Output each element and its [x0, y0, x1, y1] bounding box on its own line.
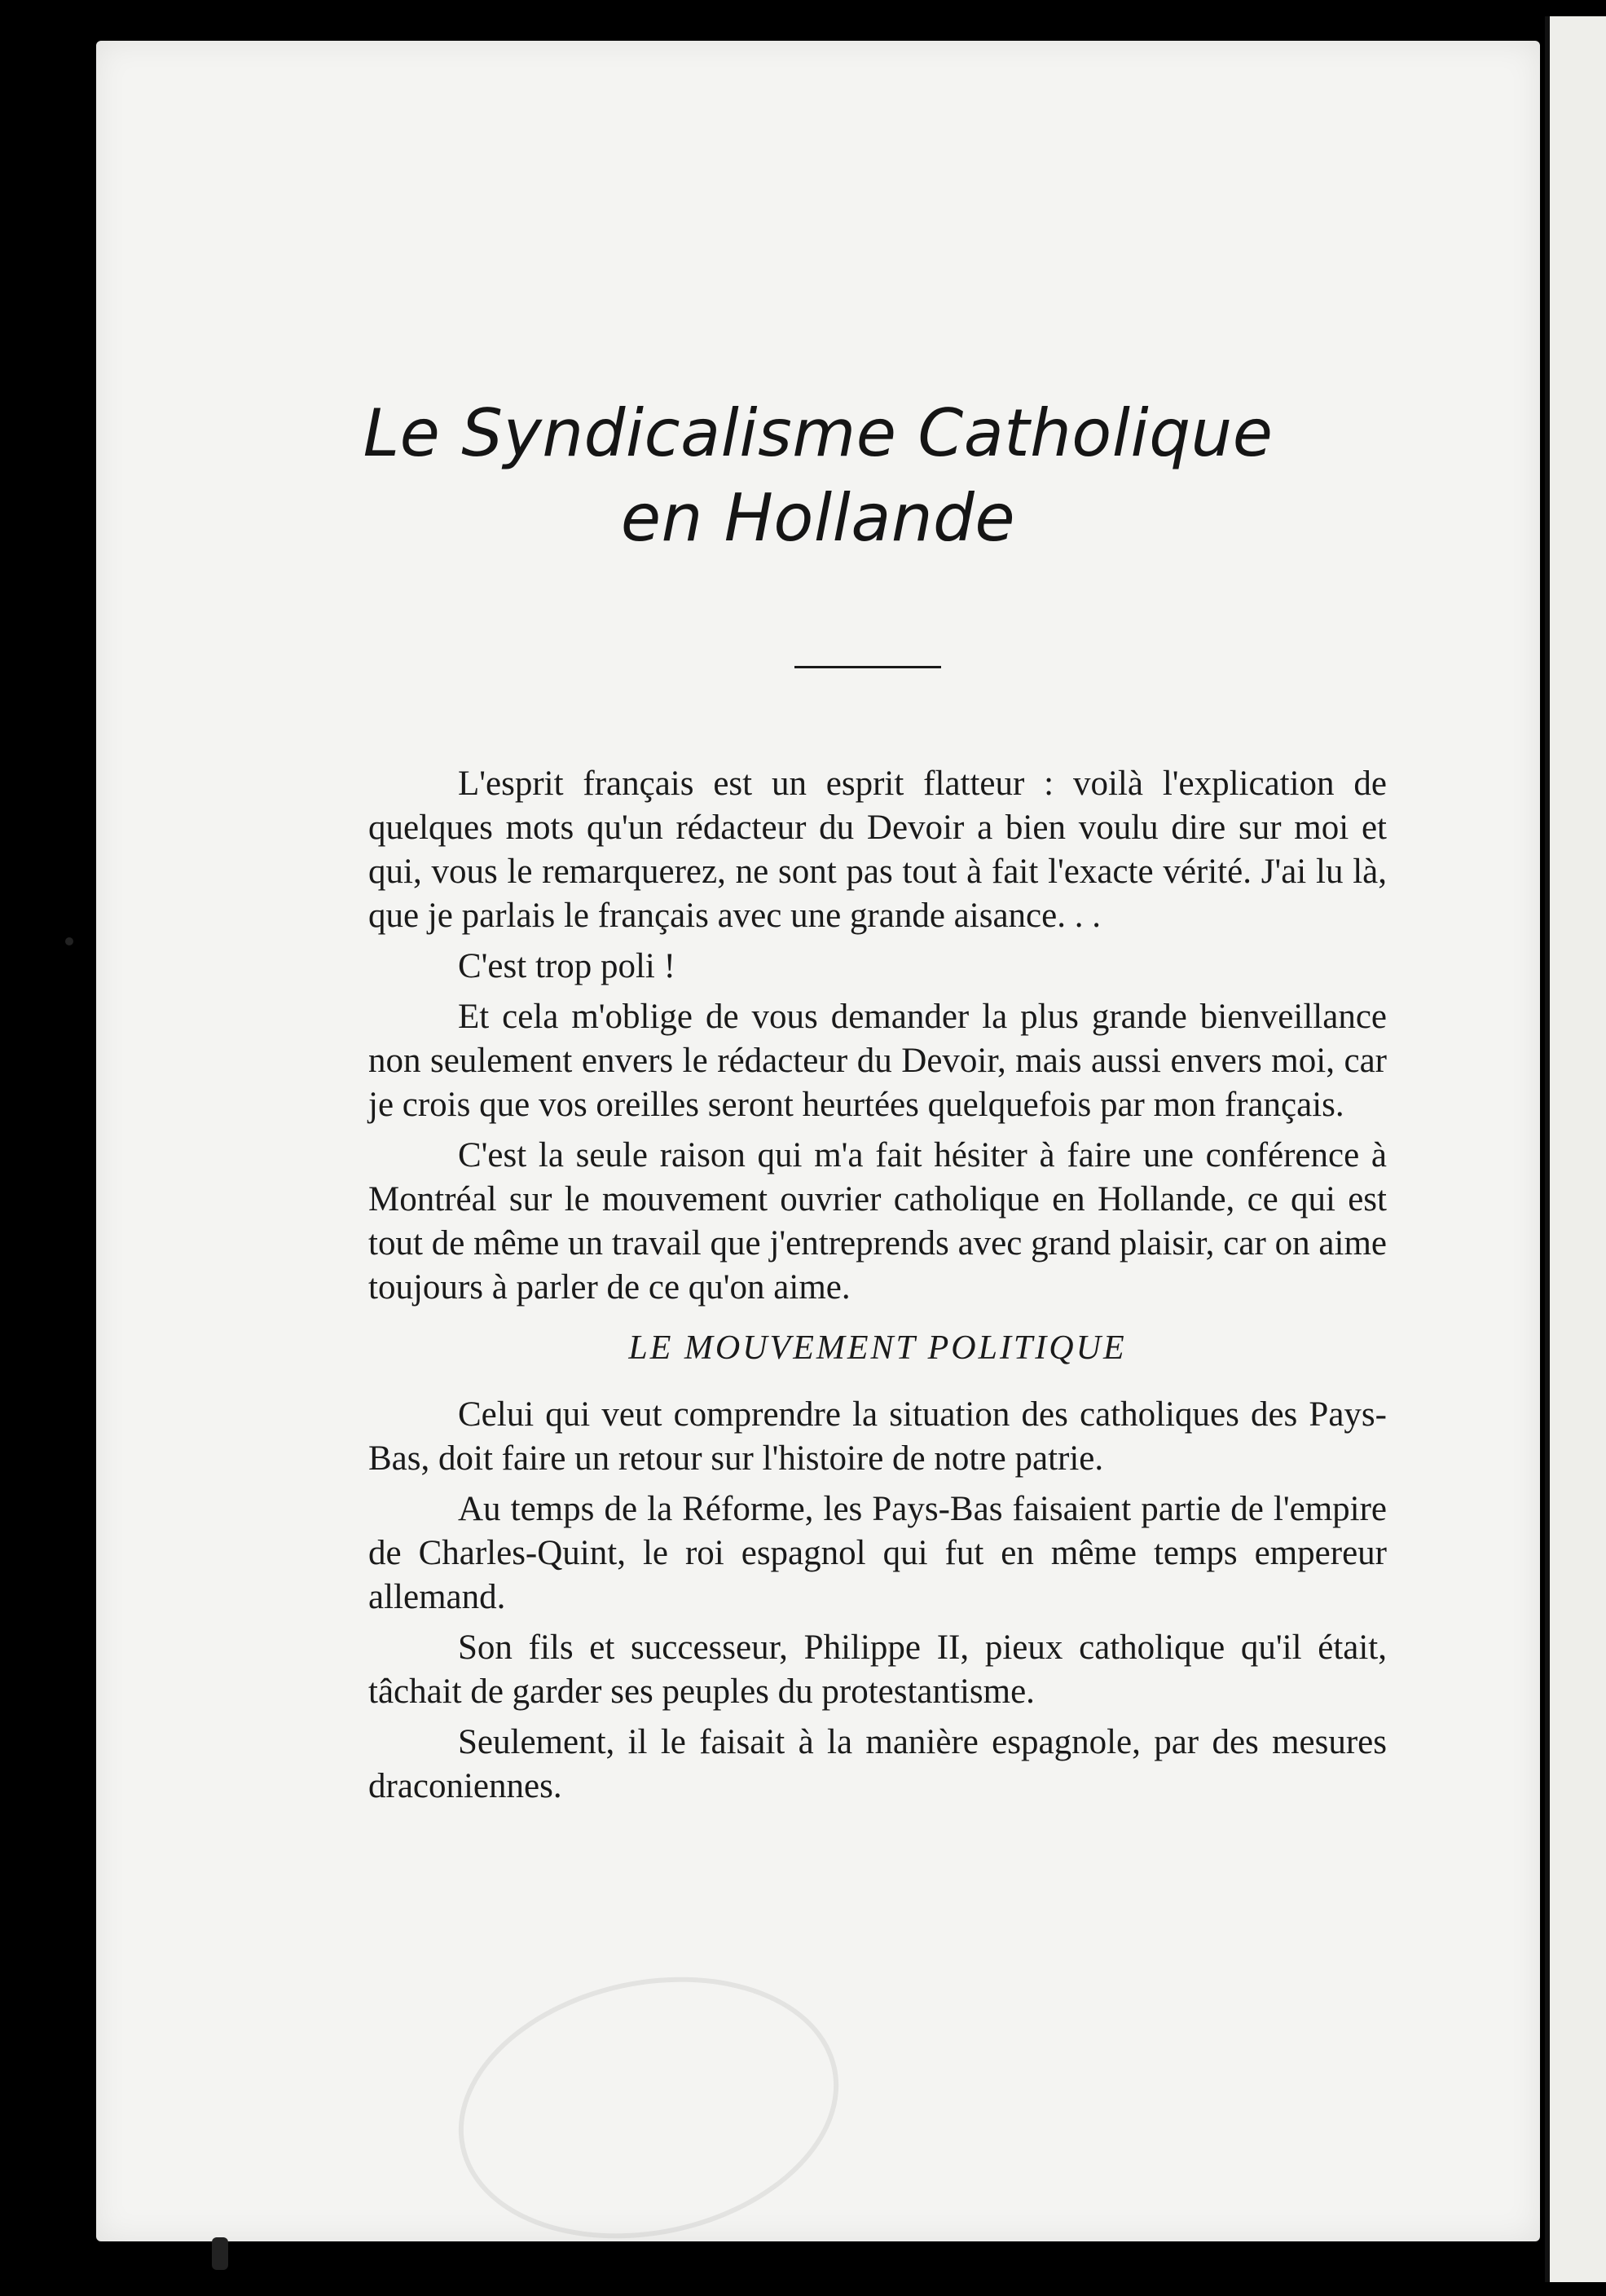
title-line-1: Le Syndicalisme Catholique [363, 395, 1274, 471]
adjacent-page-edge [1545, 16, 1606, 2282]
paragraph: Et cela m'oblige de vous demander la plus grande bienveillance non seulement envers le rédacteur du Devoir, mais aussi envers moi, car je crois que vos oreilles seront heurtées quelquefois par mon français. [368, 998, 1387, 1124]
scan-speck [65, 937, 73, 945]
title-line-2: en Hollande [620, 480, 1016, 556]
scan-speck [212, 2237, 228, 2270]
article-body [368, 762, 1387, 1815]
paragraph: Son fils et successeur, Philippe II, pieux catholique qu'il était, tâchait de garder ses peuples du protestantisme. [368, 1628, 1387, 1711]
paragraph: C'est la seule raison qui m'a fait hésiter à faire une conférence à Montréal sur le mouvement ouvrier catholique en Hollande, ce qui est tout de même un travail que j'entreprends avec grand plaisir, car on aime toujours à parler de ce qu'on aime. [368, 1136, 1387, 1307]
section-heading: LE MOUVEMENT POLITIQUE [628, 1329, 1127, 1367]
paragraph: Au temps de la Réforme, les Pays-Bas faisaient partie de l'empire de Charles-Quint, le roi espagnol qui fut en même temps empereur allemand. [368, 1490, 1387, 1616]
title-divider [794, 666, 941, 668]
paragraph: C'est trop poli ! [458, 947, 675, 985]
paragraph: Seulement, il le faisait à la manière espagnole, par des mesures draconiennes. [368, 1723, 1387, 1805]
title [96, 391, 1540, 561]
paragraph: Celui qui veut comprendre la situation des catholiques des Pays-Bas, doit faire un retour sur l'histoire de notre patrie. [368, 1395, 1387, 1478]
paragraph: L'esprit français est un esprit flatteur : voilà l'explication de quelques mots qu'un rédacteur du Devoir a bien voulu dire sur moi et qui, vous le remarquerez, ne sont pas tout à fait l'exacte vérité. J'ai lu là, que je parlais le français avec une grande aisance. . . [368, 765, 1387, 935]
